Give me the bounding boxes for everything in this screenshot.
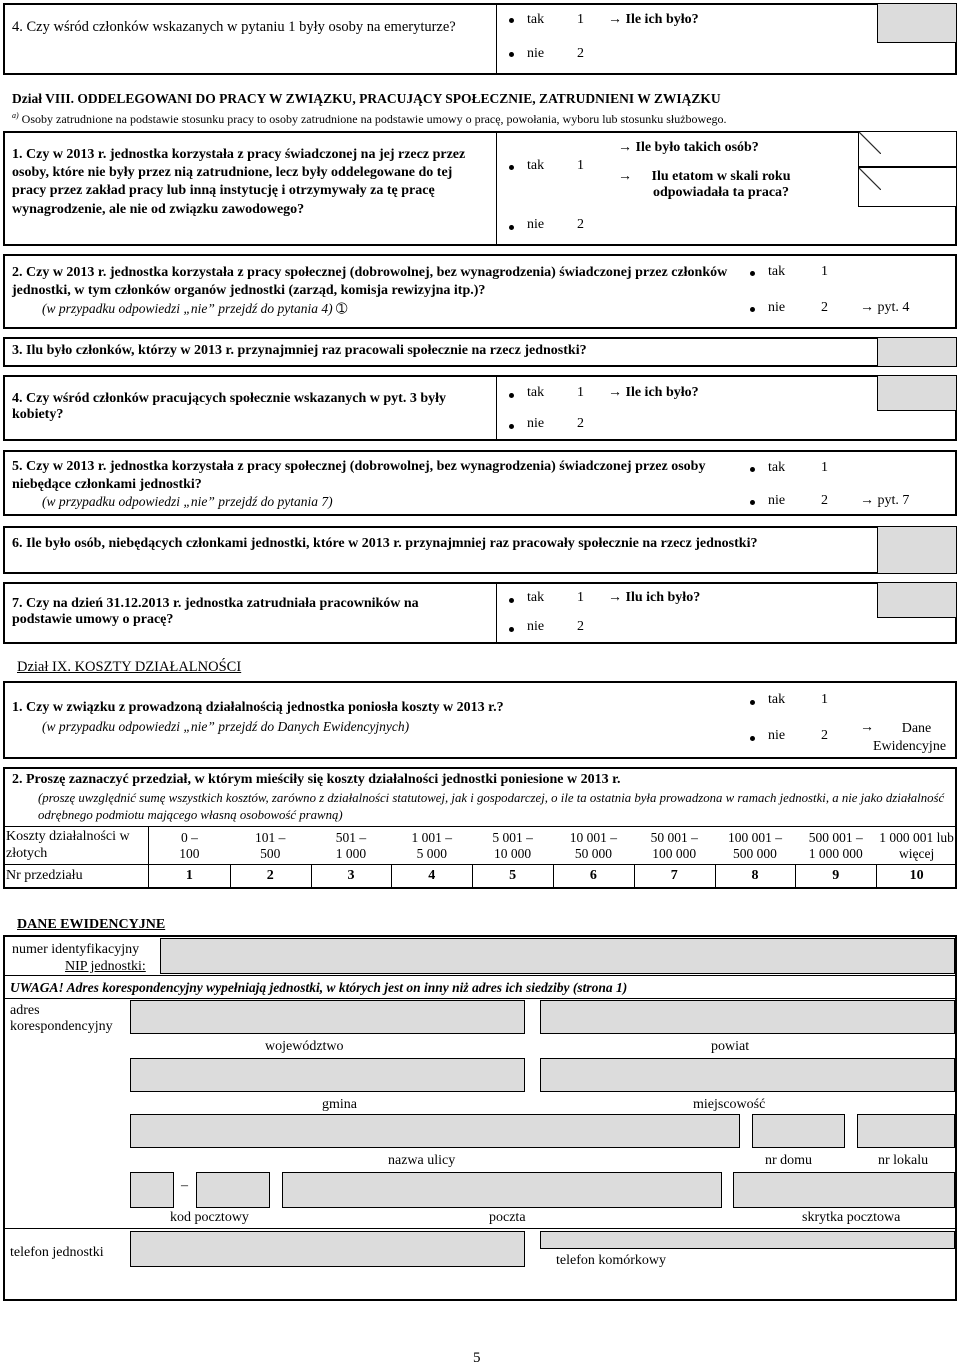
poczta-input[interactable] (282, 1172, 722, 1208)
range-number-9[interactable]: 9 (832, 868, 840, 884)
s8-q7-yes[interactable]: tak (527, 590, 545, 605)
s8-q7-followup: → Ilu ich było? (608, 590, 701, 605)
cost-range-1: 0 – 100 (179, 829, 200, 861)
powiat-label: powiat (711, 1039, 750, 1054)
s8-q7-yes-code[interactable]: 1 (577, 590, 584, 605)
poczta-label: poczta (489, 1210, 526, 1225)
kod-label: kod pocztowy (170, 1210, 249, 1225)
s9-q1-no[interactable]: nie (768, 728, 786, 743)
s8-q5-yes[interactable]: tak (768, 460, 786, 475)
s8-q5-skip: → pyt. 7 (860, 493, 910, 508)
cost-range-4: 1 001 – 5 000 (411, 829, 453, 861)
s8-q2-text: 2. Czy w 2013 r. jednostka korzystała z pracy społecznej (dobrowolnej, bez wynagrodzenia) świadczonej przez członków jednostki, w tym członków organów jednostki (zarząd, komisja rewizyjna itp.)? (12, 265, 728, 299)
s8-q1-followup1: → Ile było takich osób? (618, 140, 759, 155)
s8-q5-yes-code[interactable]: 1 (821, 460, 828, 475)
s9-q1-note: (w przypadku odpowiedzi „nie” przejdź do Danych Ewidencyjnych) (42, 719, 410, 734)
s8-q7-text: 7. Czy na dzień 31.12.2013 r. jednostka zatrudniała pracowników na podstawie umowy o pracę? (12, 596, 419, 628)
cost-range-8: 100 001 – 500 000 (727, 829, 782, 861)
address-label: adres korespondencyjny (10, 1003, 113, 1035)
range-number-5[interactable]: 5 (509, 868, 517, 884)
nr-lokalu-label: nr lokalu (878, 1153, 929, 1168)
kod-part1-input[interactable] (130, 1172, 174, 1208)
q4-top-no[interactable]: nie (527, 46, 545, 61)
miejscowosc-input[interactable] (540, 1058, 955, 1092)
wojewodztwo-input[interactable] (130, 1000, 525, 1034)
range-number-4[interactable]: 4 (428, 868, 436, 884)
s9-q2-note: (proszę uwzględnić sumę wszystkich kosztów, zarówno z działalności statutowej, jak i gospodarczej, o ile ta ostatnia była prowadzona w ramach jednostki, a nie jako działalność odrębnego podmiotu mającego własną osobowość prawną) (38, 791, 945, 822)
s8-q7-no-code[interactable]: 2 (577, 619, 584, 634)
s8-q4-followup: → Ile ich było? (608, 385, 699, 400)
s8-q1-no-code[interactable]: 2 (577, 217, 584, 232)
s8-q3-input[interactable] (877, 337, 957, 367)
s9-q1-yes-code[interactable]: 1 (821, 692, 828, 707)
s9-q2-text: 2. Proszę zaznaczyć przedział, w którym mieściły się koszty działalności jednostki poniesione w 2013 r. (12, 772, 621, 787)
nr-lokalu-input[interactable] (857, 1114, 955, 1148)
s8-q7-input[interactable] (877, 582, 957, 618)
s8-q2-no[interactable]: nie (768, 300, 786, 315)
address-warning: UWAGA! Adres korespondencyjny wypełniają jednostki, w których jest on inny niż adres ich siedziby (strona 1) (10, 980, 628, 995)
range-number-1[interactable]: 1 (185, 868, 193, 884)
s8-q1-input-fte[interactable] (858, 167, 957, 207)
s8-q5-note: (w przypadku odpowiedzi „nie” przejdź do pytania 7) (42, 494, 333, 509)
section9-title: Dział IX. KOSZTY DZIAŁALNOŚCI (17, 659, 242, 675)
page-number: 5 (473, 1350, 481, 1366)
q4-top-yes[interactable]: tak (527, 12, 545, 27)
s8-q6-text: 6. Ile było osób, niebędących członkami jednostki, które w 2013 r. przynajmniej raz pracowały społecznie na rzecz jednostki? (12, 536, 758, 551)
s8-q4-yes[interactable]: tak (527, 385, 545, 400)
cost-range-2: 101 – 500 (255, 829, 286, 861)
s8-q1-yes-code[interactable]: 1 (577, 158, 584, 173)
s9-q1-text: 1. Czy w związku z prowadzoną działalnością jednostka poniosła koszty w 2013 r.? (12, 700, 504, 715)
gmina-label: gmina (322, 1097, 357, 1112)
cost-range-7: 50 001 – 100 000 (650, 829, 698, 861)
s8-q2-no-code[interactable]: 2 (821, 300, 828, 315)
q4-top-followup: → Ile ich było? (608, 12, 699, 27)
s8-q2-skip: → pyt. 4 (860, 300, 910, 315)
s8-q1-input-count[interactable] (858, 131, 957, 167)
s8-q1-followup2: Ilu etatom w skali roku odpowiadała ta praca? (651, 169, 791, 201)
range-number-3[interactable]: 3 (347, 868, 355, 884)
telefon-input[interactable] (130, 1231, 525, 1267)
id-label-2: NIP jednostki: (65, 959, 146, 974)
s9-q1-no-code[interactable]: 2 (821, 728, 828, 743)
skrytka-input[interactable] (733, 1172, 955, 1208)
s8-q5-text: 5. Czy w 2013 r. jednostka korzystała z pracy społecznej (dobrowolnej, bez wynagrodzenia) świadczonej przez osoby niebędące członkami jednostki? (12, 459, 706, 493)
s8-q4-no[interactable]: nie (527, 416, 545, 431)
kod-dash: – (181, 1178, 188, 1193)
range-number-6[interactable]: 6 (589, 868, 597, 884)
s8-q1-no[interactable]: nie (527, 217, 545, 232)
nr-domu-input[interactable] (752, 1114, 845, 1148)
cost-row-label: Koszty działalności w złotych (6, 829, 130, 861)
q4-top-box (3, 3, 957, 75)
section8-footnote: $^{a)}$ Osoby zatrudnione na podstawie stosunku pracy to osoby zatrudnione na podstawie umowy o pracę, powołania, wyboru lub stosunku służbowego. (12, 111, 727, 126)
s8-q2-note: (w przypadku odpowiedzi „nie” przejdź do pytania 4) ➀ (42, 301, 348, 316)
komorkowy-input[interactable] (540, 1231, 955, 1249)
cost-range-3: 501 – 1 000 (335, 829, 367, 861)
range-number-8[interactable]: 8 (751, 868, 759, 884)
gmina-input[interactable] (130, 1058, 525, 1092)
s9-q1-yes[interactable]: tak (768, 692, 786, 707)
cost-range-5: 5 001 – 10 000 (492, 829, 533, 861)
q4-top-yes-code[interactable]: 1 (577, 12, 584, 27)
s9-q1-skip: Dane Ewidencyjne (872, 721, 947, 755)
q4-top-text: 4. Czy wśród członków wskazanych w pytaniu 1 były osoby na emeryturze? (12, 19, 456, 35)
ulica-label: nazwa ulicy (388, 1153, 456, 1168)
powiat-input[interactable] (540, 1000, 955, 1034)
nr-row-label: Nr przedziału (6, 867, 83, 883)
cost-range-9: 500 001 – 1 000 000 (808, 829, 863, 861)
s8-q2-yes[interactable]: tak (768, 264, 786, 279)
s8-q3-text: 3. Ilu było członków, którzy w 2013 r. przynajmniej raz pracowali społecznie na rzecz jednostki? (12, 343, 587, 358)
s8-q5-no-code[interactable]: 2 (821, 493, 828, 508)
s8-q1-yes[interactable]: tak (527, 158, 545, 173)
wojewodztwo-label: województwo (265, 1039, 344, 1054)
ulica-input[interactable] (130, 1114, 740, 1148)
range-number-10[interactable]: 10 (909, 868, 924, 884)
nr-domu-label: nr domu (765, 1153, 813, 1168)
komorkowy-label: telefon komórkowy (556, 1253, 667, 1268)
cost-range-6: 10 001 – 50 000 (569, 829, 618, 861)
s8-q4-input[interactable] (877, 375, 957, 411)
registry-title: DANE EWIDENCYJNE (17, 917, 166, 932)
telefon-label: telefon jednostki (10, 1245, 104, 1260)
s8-q1-text: 1. Czy w 2013 r. jednostka korzystała z pracy świadczonej na jej rzecz przez osoby, które nie były przez nią zatrudnione, lecz były oddelegowane do tej pracy przez zakład pracy lub inną instytucję i otrzymywały za tę pracę wynagrodzenie, ale nie od związku zawodowego? (12, 147, 466, 217)
cost-range-10: 1 000 001 lub więcej (879, 829, 954, 861)
skrytka-label: skrytka pocztowa (802, 1210, 901, 1225)
kod-part2-input[interactable] (196, 1172, 270, 1208)
s9-q1-skip-arrow: → (860, 720, 874, 735)
range-number-2[interactable]: 2 (266, 868, 274, 884)
miejscowosc-label: miejscowość (693, 1097, 766, 1112)
section8-title: Dział VIII. ODDELEGOWANI DO PRACY W ZWIĄZKU, PRACUJĄCY SPOŁECZNIE, ZATRUDNIENI W ZWIĄZKU (12, 91, 721, 106)
s8-q4-no-code[interactable]: 2 (577, 416, 584, 431)
circled-one-icon: ➀ (336, 301, 348, 316)
range-number-7[interactable]: 7 (670, 868, 678, 884)
s8-q5-no[interactable]: nie (768, 493, 786, 508)
s8-q7-no[interactable]: nie (527, 619, 545, 634)
s8-q6-input[interactable] (877, 526, 957, 574)
q4-top-input[interactable] (877, 3, 957, 43)
nip-input[interactable] (160, 938, 955, 974)
q4-top-no-code[interactable]: 2 (577, 46, 584, 61)
id-label-1: numer identyfikacyjny (12, 942, 140, 957)
s8-q1-followup2-arrow: → (618, 169, 632, 184)
s8-q2-yes-code[interactable]: 1 (821, 264, 828, 279)
s8-q4-text: 4. Czy wśród członków pracujących społecznie wskazanych w pyt. 3 były kobiety? (12, 391, 446, 423)
s8-q4-yes-code[interactable]: 1 (577, 385, 584, 400)
